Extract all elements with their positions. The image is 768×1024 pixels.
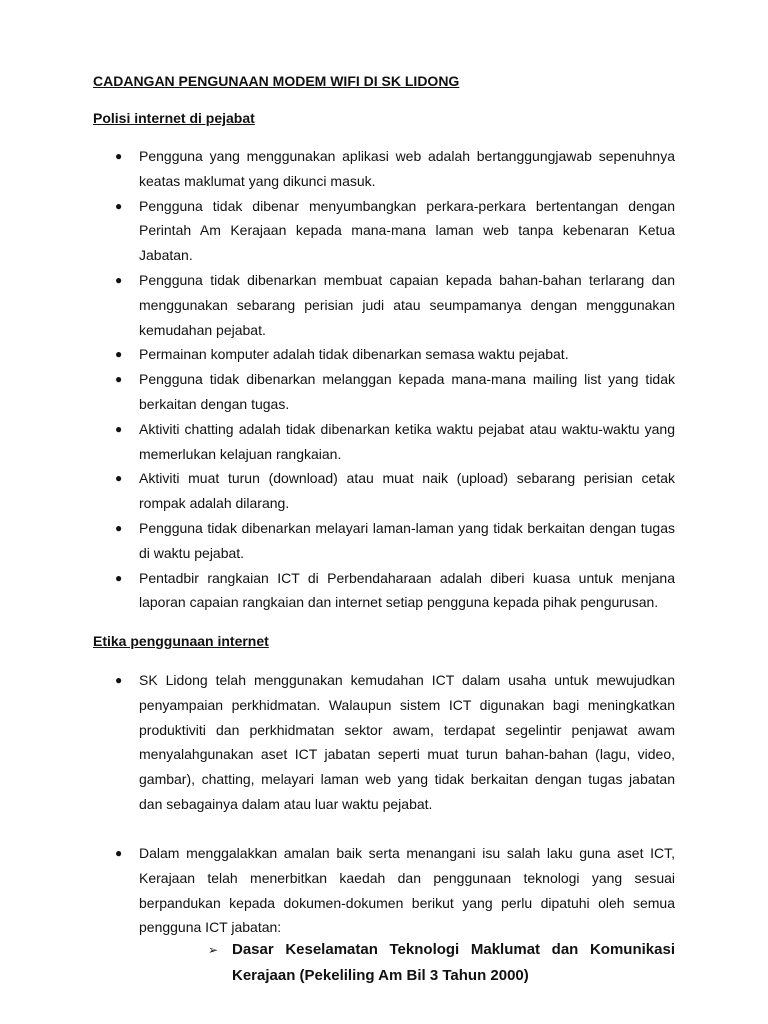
section-heading-polisi: Polisi internet di pejabat <box>93 110 255 126</box>
list-item: ● Pengguna yang menggunakan aplikasi web adalah bertanggungjawab sepenuhnya keatas maklumat yang dikunci masuk. <box>139 144 675 194</box>
bullet-icon: ● <box>115 372 123 387</box>
bullet-icon: ● <box>115 570 123 585</box>
list-item: ● Dalam menggalakkan amalan baik serta menangani isu salah laku guna aset ICT, Kerajaan telah menerbitkan kaedah dan penggunaan teknologi yang sesuai berpandukan kepada dokumen-dokumen berikut yang perlu dipatuhi oleh semua pengguna ICT jabatan: <box>139 841 675 940</box>
list-item: ● Pengguna tidak dibenarkan membuat capaian kepada bahan-bahan terlarang dan menggunakan sebarang perisian judi atau seumpamanya dengan menggunakan kemudahan pejabat. <box>139 268 675 342</box>
bullet-icon: ● <box>115 272 123 287</box>
list-item: ● Pengguna tidak dibenar menyumbangkan perkara-perkara bertentangan dengan Perintah Am Kerajaan kepada mana-mana laman web tanpa kebenaran Ketua Jabatan. <box>139 194 675 268</box>
bullet-icon: ● <box>115 347 123 362</box>
document-reference-list <box>208 937 675 989</box>
bullet-icon: ● <box>115 846 123 860</box>
list-item: ● Permainan komputer adalah tidak dibenarkan semasa waktu pejabat. <box>139 342 675 367</box>
ethics-list-1 <box>115 668 675 817</box>
bullet-icon: ● <box>115 149 123 163</box>
bullet-icon: ● <box>115 198 123 213</box>
policy-list <box>115 144 675 615</box>
arrow-bullet-icon: ➢ <box>208 943 219 957</box>
bullet-icon: ● <box>115 520 123 535</box>
list-item: ● Pentadbir rangkaian ICT di Perbendaharaan adalah diberi kuasa untuk menjana laporan capaian rangkaian dan internet setiap pengguna kepada pihak pengurusan. <box>139 566 675 616</box>
list-item: ● Aktiviti muat turun (download) atau muat naik (upload) sebarang perisian cetak rompak adalah dilarang. <box>139 466 675 516</box>
list-item: ● Pengguna tidak dibenarkan melayari laman-laman yang tidak berkaitan dengan tugas di waktu pejabat. <box>139 516 675 566</box>
list-item: ● Aktiviti chatting adalah tidak dibenarkan ketika waktu pejabat atau waktu-waktu yang memerlukan kelajuan rangkaian. <box>139 417 675 467</box>
list-item: ● SK Lidong telah menggunakan kemudahan ICT dalam usaha untuk mewujudkan penyampaian perkhidmatan. Walaupun sistem ICT digunakan bagi meningkatkan produktiviti dan perkhidmatan sektor awam, terdapat segelintir penjawat awam menyalahgunakan aset ICT jabatan seperti muat turun bahan-bahan (lagu, video, gambar), chatting, melayari laman web yang tidak berkaitan dengan tugas jabatan dan sebagainya dalam atau luar waktu pejabat. <box>139 668 675 817</box>
list-item: ➢ Dasar Keselamatan Teknologi Maklumat dan Komunikasi Kerajaan (Pekeliling Am Bil 3 Tahun 2000) <box>232 937 675 989</box>
list-item: ● Pengguna tidak dibenarkan melanggan kepada mana-mana mailing list yang tidak berkaitan dengan tugas. <box>139 367 675 417</box>
bullet-icon: ● <box>115 471 123 486</box>
bullet-icon: ● <box>115 421 123 436</box>
document-title: CADANGAN PENGUNAAN MODEM WIFI DI SK LIDONG <box>93 73 460 89</box>
bullet-icon: ● <box>115 673 123 687</box>
section-heading-etika: Etika penggunaan internet <box>93 633 269 649</box>
ethics-list-2 <box>115 841 675 940</box>
